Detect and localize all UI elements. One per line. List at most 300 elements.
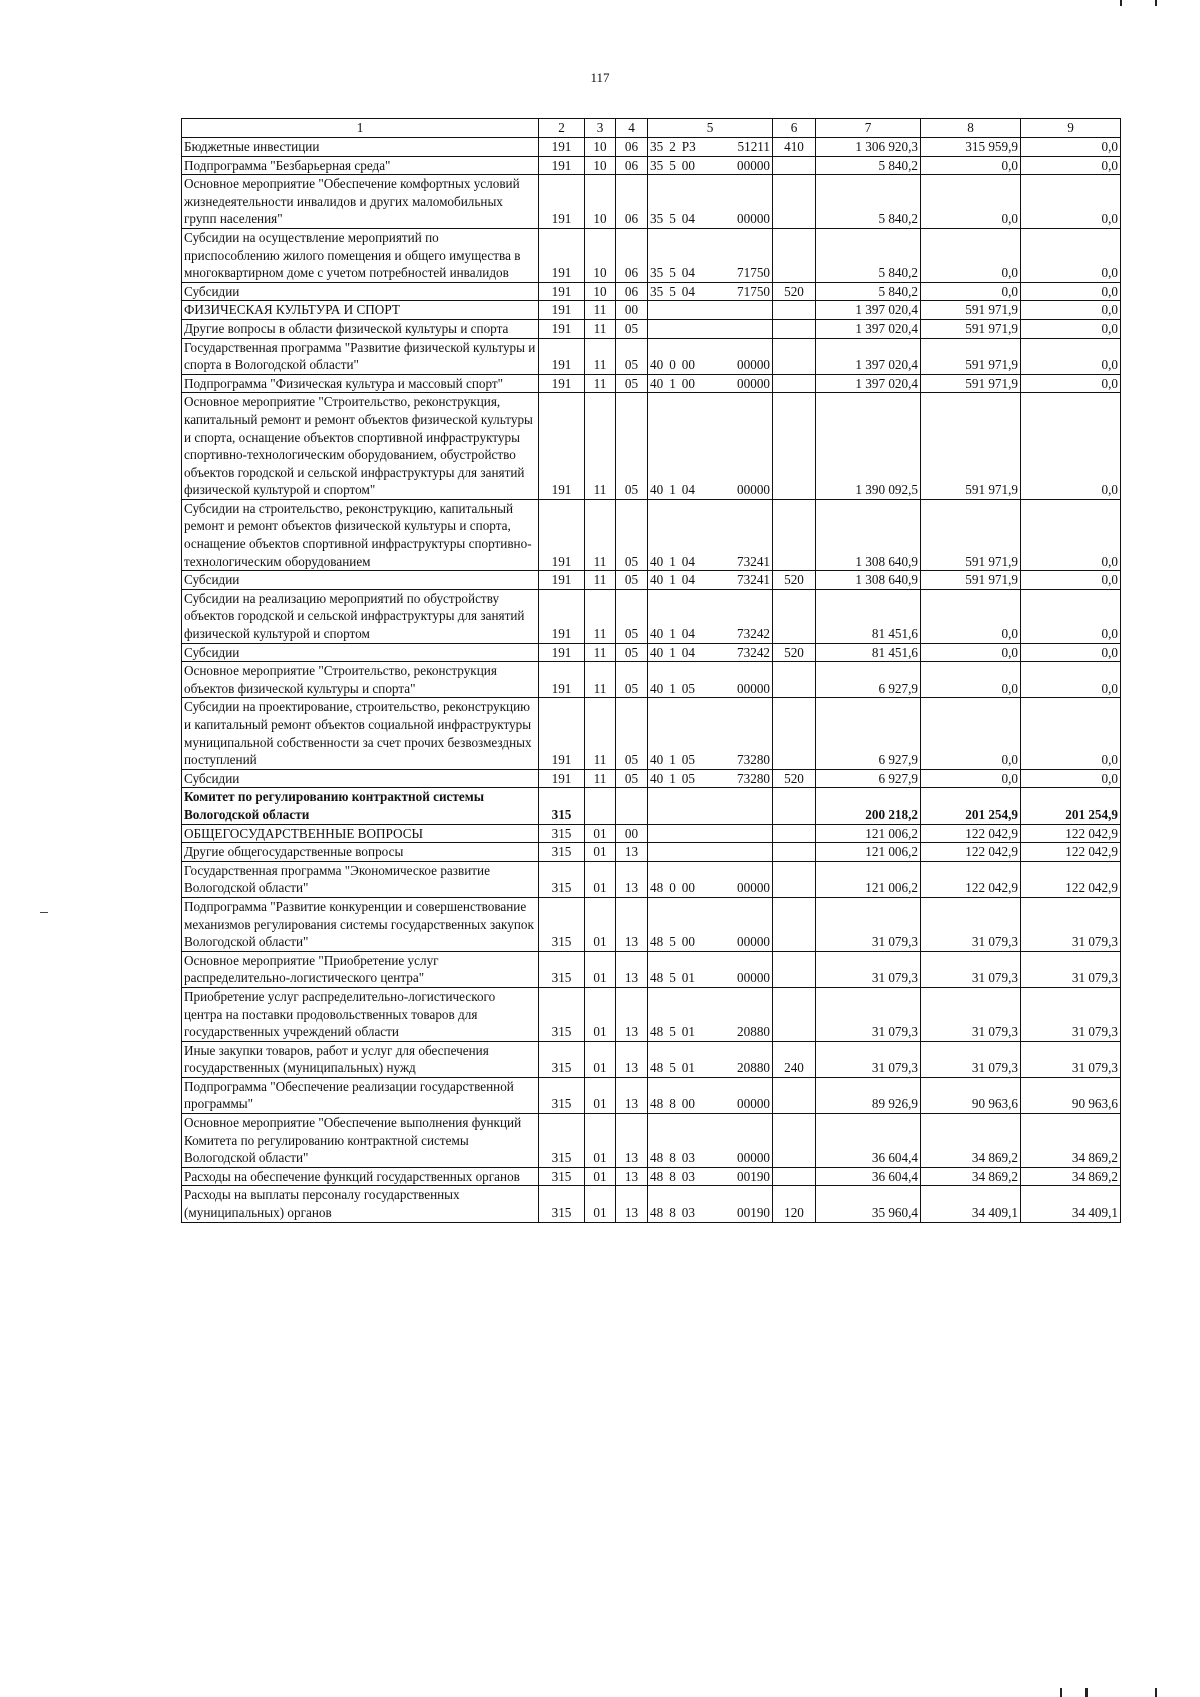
row-section-cell: 11 — [585, 319, 616, 338]
row-admin-code-cell: 315 — [539, 987, 585, 1041]
target-article-part-4: 51211 — [737, 139, 770, 154]
row-expense-type-cell — [773, 175, 816, 229]
row-name-cell: Основное мероприятие "Строительство, реконструкция, капитальный ремонт и ремонт объектов физической культуры и спорта, оснащение объектов спортивной инфраструктуры спортивно-технологическим оборудованием, обустройство объектов городской и сельской инфраструктуры для занятий физической культурой и спортом" — [182, 393, 539, 500]
target-article-part-2: 8 — [669, 1150, 676, 1166]
row-name-cell: Подпрограмма "Обеспечение реализации государственной программы" — [182, 1077, 539, 1113]
row-admin-code-cell: 191 — [539, 338, 585, 374]
row-target-article-cell — [648, 589, 773, 643]
row-amount-col8-cell: 0,0 — [921, 662, 1021, 698]
header-cell-7: 7 — [816, 119, 921, 138]
header-cell-1: 1 — [182, 119, 539, 138]
row-amount-col7-cell: 31 079,3 — [816, 987, 921, 1041]
row-expense-type-cell: 120 — [773, 1186, 816, 1222]
table-row — [182, 499, 1121, 570]
row-section-cell: 11 — [585, 374, 616, 393]
row-amount-col7-cell: 1 397 020,4 — [816, 319, 921, 338]
row-admin-code-cell: 315 — [539, 861, 585, 897]
row-admin-code-cell: 191 — [539, 374, 585, 393]
target-article-part-4: 00190 — [737, 1205, 770, 1221]
table-row — [182, 571, 1121, 590]
target-article-code — [650, 264, 770, 282]
row-subsection-cell: 05 — [616, 698, 648, 769]
row-target-article-cell — [648, 1041, 773, 1077]
row-subsection-cell: 05 — [616, 319, 648, 338]
row-subsection-cell: 13 — [616, 1077, 648, 1113]
row-section-cell: 01 — [585, 897, 616, 951]
row-section-cell: 10 — [585, 156, 616, 175]
row-amount-col8-cell: 122 042,9 — [921, 843, 1021, 862]
target-article-part-4: 20880 — [737, 1060, 770, 1076]
row-section-cell: 01 — [585, 1186, 616, 1222]
target-article-part-4: 73242 — [737, 626, 770, 642]
row-expense-type-cell — [773, 301, 816, 320]
row-amount-col8-cell: 591 971,9 — [921, 319, 1021, 338]
target-article-part-1: 35 — [650, 211, 664, 227]
target-article-code — [650, 375, 770, 393]
header-cell-3: 3 — [585, 119, 616, 138]
row-amount-col9-cell: 0,0 — [1021, 769, 1121, 788]
row-name-cell: Основное мероприятие "Приобретение услуг распределительно-логистического центра" — [182, 951, 539, 987]
table-row — [182, 228, 1121, 282]
target-article-part-4: 00000 — [737, 157, 770, 173]
target-article-part-3: 04 — [681, 482, 695, 498]
target-article-part-2: 5 — [669, 934, 676, 950]
target-article-part-3: 05 — [681, 770, 695, 786]
row-subsection-cell: 13 — [616, 1041, 648, 1077]
row-admin-code-cell: 315 — [539, 843, 585, 862]
target-article-code — [650, 157, 770, 175]
target-article-part-3: 04 — [681, 283, 695, 299]
row-subsection-cell: 13 — [616, 1114, 648, 1168]
row-amount-col8-cell: 591 971,9 — [921, 338, 1021, 374]
target-article-part-4: 71750 — [737, 283, 770, 299]
target-article-part-3: 01 — [681, 1060, 695, 1076]
row-amount-col7-cell: 5 840,2 — [816, 228, 921, 282]
row-name-cell: Государственная программа "Экономическое развитие Вологодской области" — [182, 861, 539, 897]
target-article-code — [650, 1095, 770, 1113]
target-article-part-3: 03 — [681, 1205, 695, 1221]
target-article-part-3: 03 — [681, 1150, 695, 1166]
row-expense-type-cell — [773, 319, 816, 338]
target-article-part-1: 40 — [650, 680, 664, 696]
table-row — [182, 1114, 1121, 1168]
row-name-cell: Подпрограмма "Безбарьерная среда" — [182, 156, 539, 175]
row-section-cell: 01 — [585, 861, 616, 897]
target-article-part-3: 00 — [681, 880, 695, 896]
row-name-cell: Субсидии на проектирование, строительство, реконструкцию и капитальный ремонт объектов социальной инфраструктуры муниципальной собственности за счет прочих безвозмездных поступлений — [182, 698, 539, 769]
target-article-part-2: 5 — [669, 157, 676, 173]
target-article-part-1: 40 — [650, 482, 664, 498]
table-row — [182, 824, 1121, 843]
target-article-part-4: 00000 — [737, 211, 770, 227]
row-amount-col9-cell: 0,0 — [1021, 175, 1121, 229]
row-amount-col7-cell: 1 397 020,4 — [816, 374, 921, 393]
row-amount-col8-cell: 591 971,9 — [921, 374, 1021, 393]
row-subsection-cell: 00 — [616, 301, 648, 320]
row-admin-code-cell: 191 — [539, 156, 585, 175]
row-amount-col7-cell: 81 451,6 — [816, 643, 921, 662]
row-subsection-cell: 05 — [616, 571, 648, 590]
row-target-article-cell — [648, 698, 773, 769]
row-amount-col9-cell: 31 079,3 — [1021, 987, 1121, 1041]
row-target-article-cell — [648, 374, 773, 393]
row-expense-type-cell — [773, 1077, 816, 1113]
row-admin-code-cell: 315 — [539, 1186, 585, 1222]
row-amount-col8-cell: 591 971,9 — [921, 499, 1021, 570]
row-amount-col8-cell: 31 079,3 — [921, 1041, 1021, 1077]
row-amount-col9-cell: 90 963,6 — [1021, 1077, 1121, 1113]
row-target-article-cell — [648, 769, 773, 788]
target-article-part-4: 71750 — [737, 265, 770, 281]
row-admin-code-cell: 191 — [539, 589, 585, 643]
row-amount-col9-cell: 0,0 — [1021, 698, 1121, 769]
row-amount-col7-cell: 31 079,3 — [816, 897, 921, 951]
target-article-code — [650, 553, 770, 571]
row-section-cell: 11 — [585, 698, 616, 769]
target-article-code — [650, 1149, 770, 1167]
row-amount-col9-cell: 201 254,9 — [1021, 788, 1121, 824]
row-amount-col7-cell: 6 927,9 — [816, 769, 921, 788]
target-article-part-2: 5 — [669, 1024, 676, 1040]
target-article-part-2: 0 — [669, 880, 676, 896]
target-article-part-3: 04 — [681, 553, 695, 569]
target-article-part-1: 40 — [650, 553, 664, 569]
row-expense-type-cell — [773, 824, 816, 843]
row-name-cell: Другие вопросы в области физической культуры и спорта — [182, 319, 539, 338]
row-admin-code-cell: 315 — [539, 951, 585, 987]
target-article-code — [650, 481, 770, 499]
row-admin-code-cell: 191 — [539, 571, 585, 590]
row-amount-col9-cell: 31 079,3 — [1021, 951, 1121, 987]
target-article-code — [650, 571, 770, 589]
row-amount-col7-cell: 35 960,4 — [816, 1186, 921, 1222]
row-name-cell: ФИЗИЧЕСКАЯ КУЛЬТУРА И СПОРТ — [182, 301, 539, 320]
row-admin-code-cell: 315 — [539, 1041, 585, 1077]
row-amount-col9-cell: 0,0 — [1021, 499, 1121, 570]
target-article-code — [650, 969, 770, 987]
target-article-part-2: 5 — [669, 1060, 676, 1076]
row-admin-code-cell: 191 — [539, 393, 585, 500]
row-target-article-cell — [648, 499, 773, 570]
row-expense-type-cell — [773, 987, 816, 1041]
target-article-part-3: 04 — [681, 626, 695, 642]
row-target-article-cell — [648, 951, 773, 987]
row-amount-col8-cell: 315 959,9 — [921, 138, 1021, 157]
row-amount-col8-cell: 0,0 — [921, 156, 1021, 175]
header-cell-8: 8 — [921, 119, 1021, 138]
row-amount-col7-cell: 5 840,2 — [816, 282, 921, 301]
table-row — [182, 393, 1121, 500]
row-subsection-cell: 00 — [616, 824, 648, 843]
target-article-part-1: 48 — [650, 1024, 664, 1040]
row-amount-col9-cell: 0,0 — [1021, 338, 1121, 374]
row-expense-type-cell — [773, 897, 816, 951]
row-name-cell: Расходы на обеспечение функций государственных органов — [182, 1167, 539, 1186]
row-subsection-cell: 05 — [616, 662, 648, 698]
target-article-part-3: P3 — [681, 139, 696, 154]
row-name-cell: Субсидии — [182, 769, 539, 788]
row-name-cell: Другие общегосударственные вопросы — [182, 843, 539, 862]
row-amount-col9-cell: 31 079,3 — [1021, 897, 1121, 951]
target-article-part-2: 8 — [669, 1168, 676, 1184]
scan-edge-mark — [1155, 0, 1157, 6]
row-expense-type-cell: 410 — [773, 138, 816, 157]
target-article-part-2: 1 — [669, 482, 676, 498]
target-article-part-2: 1 — [669, 752, 676, 768]
row-target-article-cell — [648, 282, 773, 301]
row-subsection-cell: 05 — [616, 374, 648, 393]
row-subsection-cell: 13 — [616, 987, 648, 1041]
row-amount-col7-cell: 121 006,2 — [816, 861, 921, 897]
row-expense-type-cell — [773, 393, 816, 500]
row-subsection-cell: 06 — [616, 175, 648, 229]
row-name-cell: Субсидии — [182, 571, 539, 590]
row-expense-type-cell — [773, 499, 816, 570]
target-article-part-2: 1 — [669, 553, 676, 569]
row-admin-code-cell: 315 — [539, 897, 585, 951]
target-article-code — [650, 210, 770, 228]
row-expense-type-cell — [773, 951, 816, 987]
row-amount-col9-cell: 0,0 — [1021, 374, 1121, 393]
row-target-article-cell — [648, 175, 773, 229]
row-name-cell: Субсидии на осуществление мероприятий по приспособлению жилого помещения и общего имущества в многоквартирном доме с учетом потребностей инвалидов — [182, 228, 539, 282]
row-subsection-cell: 13 — [616, 1167, 648, 1186]
header-cell-2: 2 — [539, 119, 585, 138]
target-article-code — [650, 879, 770, 897]
row-name-cell: Государственная программа "Развитие физической культуры и спорта в Вологодской области" — [182, 338, 539, 374]
header-cell-6: 6 — [773, 119, 816, 138]
row-amount-col7-cell: 36 604,4 — [816, 1114, 921, 1168]
target-article-part-1: 48 — [650, 934, 664, 950]
row-target-article-cell — [648, 662, 773, 698]
target-article-part-1: 48 — [650, 1168, 664, 1184]
target-article-part-1: 48 — [650, 1060, 664, 1076]
table-row — [182, 643, 1121, 662]
row-name-cell: Субсидии — [182, 282, 539, 301]
target-article-part-1: 40 — [650, 770, 664, 786]
table-row — [182, 374, 1121, 393]
row-amount-col7-cell: 1 397 020,4 — [816, 338, 921, 374]
row-amount-col7-cell: 31 079,3 — [816, 951, 921, 987]
table-row — [182, 843, 1121, 862]
row-amount-col9-cell: 34 409,1 — [1021, 1186, 1121, 1222]
row-section-cell: 01 — [585, 843, 616, 862]
row-amount-col7-cell: 31 079,3 — [816, 1041, 921, 1077]
table-row — [182, 338, 1121, 374]
row-admin-code-cell: 191 — [539, 662, 585, 698]
target-article-part-1: 40 — [650, 357, 664, 373]
target-article-part-1: 40 — [650, 375, 664, 391]
row-subsection-cell: 13 — [616, 951, 648, 987]
target-article-part-3: 04 — [681, 572, 695, 588]
row-amount-col9-cell: 34 869,2 — [1021, 1167, 1121, 1186]
row-expense-type-cell: 520 — [773, 643, 816, 662]
row-amount-col8-cell: 122 042,9 — [921, 861, 1021, 897]
row-name-cell: Бюджетные инвестиции — [182, 138, 539, 157]
target-article-code — [650, 1023, 770, 1041]
row-name-cell: Расходы на выплаты персоналу государственных (муниципальных) органов — [182, 1186, 539, 1222]
row-expense-type-cell: 520 — [773, 769, 816, 788]
row-section-cell: 01 — [585, 824, 616, 843]
target-article-part-2: 5 — [669, 970, 676, 986]
row-section-cell: 11 — [585, 769, 616, 788]
target-article-part-1: 48 — [650, 1096, 664, 1112]
target-article-part-4: 73241 — [737, 553, 770, 569]
table-row — [182, 282, 1121, 301]
row-amount-col9-cell: 0,0 — [1021, 156, 1121, 175]
row-section-cell: 11 — [585, 393, 616, 500]
row-subsection-cell: 13 — [616, 843, 648, 862]
table-row — [182, 698, 1121, 769]
target-article-code — [650, 356, 770, 374]
target-article-part-4: 00000 — [737, 357, 770, 373]
row-target-article-cell — [648, 319, 773, 338]
target-article-part-3: 00 — [681, 157, 695, 173]
row-expense-type-cell — [773, 228, 816, 282]
target-article-part-4: 00000 — [737, 934, 770, 950]
row-amount-col7-cell: 6 927,9 — [816, 698, 921, 769]
table-row — [182, 769, 1121, 788]
row-target-article-cell — [648, 643, 773, 662]
target-article-part-2: 0 — [669, 357, 676, 373]
row-amount-col8-cell: 201 254,9 — [921, 788, 1021, 824]
target-article-part-4: 73242 — [737, 644, 770, 660]
row-name-cell: Подпрограмма "Физическая культура и массовый спорт" — [182, 374, 539, 393]
row-section-cell: 01 — [585, 951, 616, 987]
header-row — [182, 119, 1121, 138]
scan-edge-mark — [1120, 0, 1122, 6]
row-expense-type-cell — [773, 156, 816, 175]
row-amount-col8-cell: 122 042,9 — [921, 824, 1021, 843]
table-row — [182, 589, 1121, 643]
target-article-part-1: 48 — [650, 970, 664, 986]
row-amount-col8-cell: 31 079,3 — [921, 897, 1021, 951]
row-admin-code-cell: 315 — [539, 1077, 585, 1113]
table-row — [182, 319, 1121, 338]
table-row — [182, 788, 1121, 824]
target-article-part-1: 35 — [650, 283, 664, 299]
target-article-part-1: 40 — [650, 644, 664, 660]
row-target-article-cell — [648, 338, 773, 374]
row-amount-col8-cell: 591 971,9 — [921, 393, 1021, 500]
row-section-cell: 10 — [585, 175, 616, 229]
row-subsection-cell: 05 — [616, 769, 648, 788]
row-name-cell: Иные закупки товаров, работ и услуг для обеспечения государственных (муниципальных) нужд — [182, 1041, 539, 1077]
target-article-code — [650, 933, 770, 951]
row-admin-code-cell: 191 — [539, 643, 585, 662]
target-article-part-4: 73280 — [737, 770, 770, 786]
target-article-part-2: 1 — [669, 375, 676, 391]
row-amount-col7-cell: 1 306 920,3 — [816, 138, 921, 157]
target-article-part-4: 00190 — [737, 1168, 770, 1184]
target-article-part-4: 00000 — [737, 880, 770, 896]
row-amount-col8-cell: 34 869,2 — [921, 1167, 1021, 1186]
row-name-cell: Основное мероприятие "Строительство, реконструкция объектов физической культуры и спорта" — [182, 662, 539, 698]
target-article-part-3: 05 — [681, 752, 695, 768]
scan-edge-mark — [1085, 1688, 1088, 1697]
row-subsection-cell: 05 — [616, 643, 648, 662]
target-article-part-2: 2 — [669, 139, 676, 154]
row-amount-col9-cell: 0,0 — [1021, 571, 1121, 590]
row-amount-col8-cell: 591 971,9 — [921, 571, 1021, 590]
row-section-cell: 01 — [585, 1041, 616, 1077]
target-article-part-3: 00 — [681, 357, 695, 373]
target-article-part-2: 5 — [669, 211, 676, 227]
target-article-part-1: 40 — [650, 752, 664, 768]
table-row — [182, 156, 1121, 175]
row-target-article-cell — [648, 301, 773, 320]
target-article-part-1: 35 — [650, 157, 664, 173]
table-row — [182, 662, 1121, 698]
target-article-code — [650, 770, 770, 788]
row-amount-col7-cell: 36 604,4 — [816, 1167, 921, 1186]
row-section-cell: 11 — [585, 662, 616, 698]
target-article-part-2: 1 — [669, 770, 676, 786]
target-article-part-2: 1 — [669, 572, 676, 588]
row-subsection-cell: 05 — [616, 499, 648, 570]
row-name-cell: Подпрограмма "Развитие конкуренции и совершенствование механизмов регулирования системы государственных закупок Вологодской области" — [182, 897, 539, 951]
row-expense-type-cell — [773, 788, 816, 824]
target-article-part-3: 03 — [681, 1168, 695, 1184]
target-article-part-1: 40 — [650, 626, 664, 642]
row-amount-col8-cell: 0,0 — [921, 769, 1021, 788]
target-article-code — [650, 283, 770, 301]
row-amount-col7-cell: 81 451,6 — [816, 589, 921, 643]
row-target-article-cell — [648, 393, 773, 500]
target-article-part-4: 00000 — [737, 970, 770, 986]
target-article-part-3: 05 — [681, 680, 695, 696]
row-subsection-cell: 13 — [616, 861, 648, 897]
target-article-part-3: 01 — [681, 970, 695, 986]
row-admin-code-cell: 191 — [539, 319, 585, 338]
row-section-cell: 11 — [585, 589, 616, 643]
row-name-cell: Субсидии на строительство, реконструкцию, капитальный ремонт и ремонт объектов физической культуры и спорта, оснащение объектов спортивной инфраструктуры спортивно-технологическим оборудованием — [182, 499, 539, 570]
row-section-cell: 11 — [585, 571, 616, 590]
row-target-article-cell — [648, 1186, 773, 1222]
table-row — [182, 897, 1121, 951]
row-section-cell: 11 — [585, 643, 616, 662]
row-amount-col9-cell: 0,0 — [1021, 138, 1121, 157]
row-admin-code-cell: 191 — [539, 499, 585, 570]
row-amount-col7-cell: 121 006,2 — [816, 824, 921, 843]
row-admin-code-cell: 315 — [539, 788, 585, 824]
row-amount-col9-cell: 122 042,9 — [1021, 861, 1121, 897]
row-target-article-cell — [648, 824, 773, 843]
row-amount-col8-cell: 0,0 — [921, 589, 1021, 643]
row-expense-type-cell: 520 — [773, 571, 816, 590]
target-article-part-3: 04 — [681, 265, 695, 281]
row-target-article-cell — [648, 1077, 773, 1113]
row-subsection-cell: 13 — [616, 1186, 648, 1222]
target-article-part-3: 00 — [681, 375, 695, 391]
table-row — [182, 1041, 1121, 1077]
target-article-part-3: 04 — [681, 211, 695, 227]
scan-edge-mark — [1155, 1688, 1157, 1697]
row-amount-col7-cell: 6 927,9 — [816, 662, 921, 698]
row-target-article-cell — [648, 138, 773, 157]
row-admin-code-cell: 315 — [539, 824, 585, 843]
row-expense-type-cell — [773, 698, 816, 769]
header-cell-9: 9 — [1021, 119, 1121, 138]
row-amount-col9-cell: 0,0 — [1021, 301, 1121, 320]
target-article-part-2: 1 — [669, 626, 676, 642]
budget-table — [181, 118, 1121, 1223]
row-amount-col8-cell: 0,0 — [921, 698, 1021, 769]
row-admin-code-cell: 315 — [539, 1167, 585, 1186]
row-subsection-cell: 05 — [616, 338, 648, 374]
row-expense-type-cell — [773, 589, 816, 643]
target-article-part-3: 01 — [681, 1024, 695, 1040]
